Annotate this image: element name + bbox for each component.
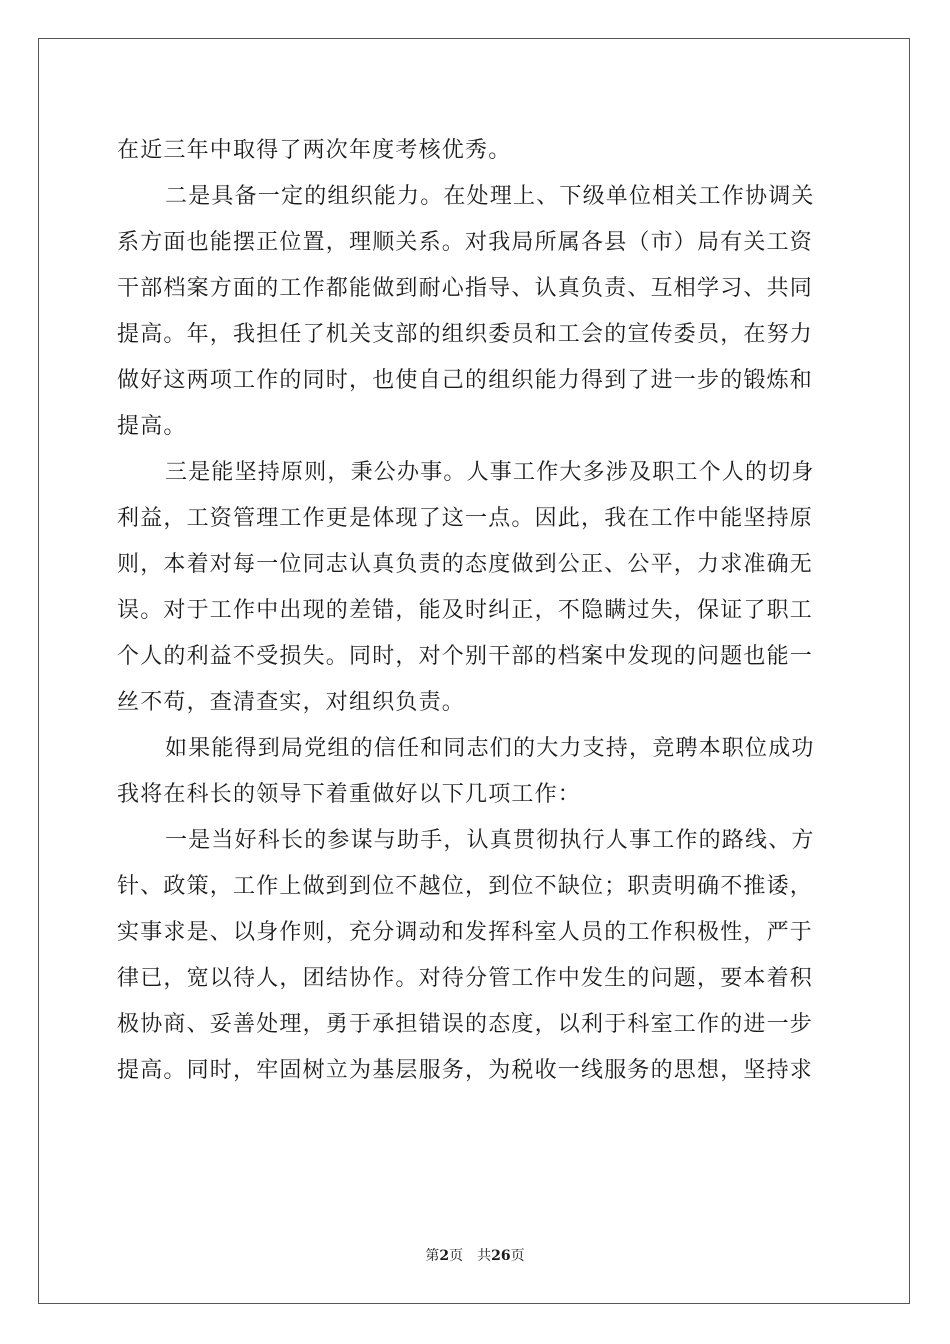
text-line-1: 在近三年中取得了两次年度考核优秀。 [117, 138, 512, 163]
text-line-19: 律已，宽以待人，团结协作。对待分管工作中发生的问题，要本着积 [117, 966, 814, 991]
text-line-14: 如果能得到局党组的信任和同志们的大力支持，竞聘本职位成功 [165, 736, 815, 761]
total-suffix: 页 [510, 1248, 525, 1264]
total-prefix: 共 [477, 1248, 492, 1264]
text-line-8: 三是能坚持原则，秉公办事。人事工作大多涉及职工个人的切身 [165, 460, 815, 485]
page-prefix: 第 [425, 1248, 440, 1264]
page-number: 2 [439, 1248, 450, 1264]
text-line-4: 干部档案方面的工作都能做到耐心指导、认真负责、互相学习、共同 [117, 276, 814, 301]
text-line-7: 提高。 [117, 414, 187, 439]
document-body [117, 128, 835, 1094]
text-line-21: 提高。同时，牢固树立为基层服务，为税收一线服务的思想，坚持求 [117, 1058, 814, 1083]
page-suffix: 页 [449, 1248, 464, 1264]
text-line-10: 则，本着对每一位同志认真负责的态度做到公正、公平，力求准确无 [117, 552, 814, 577]
text-line-11: 误。对于工作中出现的差错，能及时纠正，不隐瞒过失，保证了职工 [117, 598, 814, 623]
text-line-17: 针、政策，工作上做到到位不越位，到位不缺位；职责明确不推诿， [117, 874, 814, 899]
text-line-9: 利益，工资管理工作更是体现了这一点。因此，我在工作中能坚持原 [117, 506, 814, 531]
text-line-12: 个人的利益不受损失。同时，对个别干部的档案中发现的问题也能一 [117, 644, 814, 669]
text-line-16: 一是当好科长的参谋与助手，认真贯彻执行人事工作的路线、方 [165, 828, 815, 853]
text-line-2: 二是具备一定的组织能力。在处理上、下级单位相关工作协调关 [165, 184, 815, 209]
text-line-5: 提高。年，我担任了机关支部的组织委员和工会的宣传委员，在努力 [117, 322, 814, 347]
text-line-20: 极协商、妥善处理，勇于承担错误的态度，以利于科室工作的进一步 [117, 1012, 814, 1037]
text-line-15: 我将在科长的领导下着重做好以下几项工作： [117, 782, 582, 807]
text-line-3: 系方面也能摆正位置，理顺关系。对我局所属各县（市）局有关工资 [117, 230, 814, 255]
text-line-18: 实事求是、以身作则，充分调动和发挥科室人员的工作积极性，严于 [117, 920, 814, 945]
page-footer [0, 1245, 950, 1265]
text-line-13: 丝不苟，查清查实，对组织负责。 [117, 690, 466, 715]
total-pages: 26 [491, 1248, 511, 1264]
text-line-6: 做好这两项工作的同时，也使自己的组织能力得到了进一步的锻炼和 [117, 368, 814, 393]
